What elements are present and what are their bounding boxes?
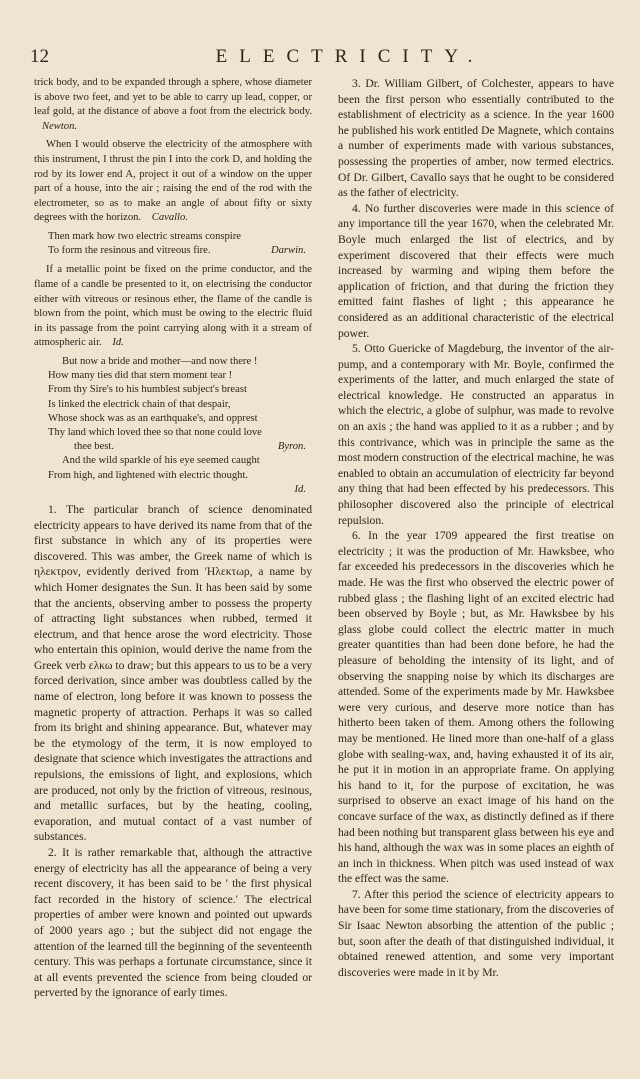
- verse-line: Whose shock was as an earthquake's, and opprest: [48, 412, 258, 424]
- verse-byron-cite: Byron.: [277, 441, 306, 453]
- verse-line: Is linked the electrick chain of that despair,: [48, 398, 231, 410]
- quote-cavallo-text: When I would observe the electricity of the atmosphere with this instrument, I thrust the pin I into the cork D, and holding the rod by its lower end A, project it out of a window on the upper part of a house, into the air ; raising the end of the rod with the electrometer, so as to make an angle of about fifty or sixty degrees with the horizon.: [34, 139, 312, 224]
- verse-darwin-cite: Darwin.: [270, 245, 306, 257]
- quote-newton: [34, 76, 312, 134]
- quote-id-1: [34, 263, 312, 351]
- verse-line: [34, 440, 312, 454]
- paragraph-5: 5. Otto Guericke of Magdeburg, the inventor of the air-pump, and a contemporary with Mr. Boyle, confirmed the experiments of the latter, and much enlarged the state of electrical knowledge. He constructed an apparatus in which the electric, a globe of sulphur, was made to revolve on an axis ; the hand was applied to it as a rubber ; and by this contrivance, which was in principle the same as the most modern construction of the electrical machine, he was enabled to obtain an accumulation of electricity far beyond any thing that had been effected by his predecessors. This philosopher discovered also the principle of electrical repulsion.: [338, 342, 614, 527]
- verse-darwin: [34, 230, 312, 258]
- verse-byron: [34, 355, 312, 497]
- verse-line: Thy land which loved thee so that none could love: [48, 426, 262, 438]
- paragraph-3: 3. Dr. William Gilbert, of Colchester, appears to have been the first person who essentially contributed to the establishment of electricity as a science. In the year 1600 he published his work entitled De Magnete, which contains a number of experiments made with various substances, possessing the properties of amber, now termed electrics. Of Dr. Gilbert, Cavallo says that he ought to be considered as the father of electricity.: [338, 77, 614, 200]
- verse-id-cite: Id.: [294, 483, 306, 495]
- running-head: ELECTRICITY.: [215, 46, 485, 67]
- quote-id-1-text: If a metallic point be fixed on the prime conductor, and the flame of a candle be presented to it, on electrising the conductor either with vitreous or resinous ether, the flame of the candle is blown from the point, which must be owing to the electric fluid in its passage from the point carrying along with it a stream of atmospheric air.: [34, 264, 312, 349]
- quote-cavallo: [34, 138, 312, 226]
- paragraph-6: 6. In the year 1709 appeared the first treatise on electricity ; it was the production of Mr. Hawksbee, who far exceeded his predecessors in the discoveries which he made. He was the first who observed the electric power of rubbed glass ; the flashing light of an excited electric had been observed by Boyle ; but, as Mr. Hawksbee by his glass globe could collect the electric matter in much greater quantities than had been done before, he had the pleasure of beholding the intensity of its light, and of observing the snapping noise by which its discharges are attended. Some of the experiments made by Mr. Hawksbee were very curious, and deserve more notice than has hitherto been taken of them. Among others the following may be mentioned. He lined more than one-half of a glass globe with sealing-wax, and, having exhausted it of its air, he put it in motion in an appropriate frame. On applying his hand to it, for the purpose of excitation, he was surprised to observe an exact image of his hand on the concave surface of the wax, as distinctly defined as if there had been nothing but transparent glass between his eye and his hand, although the wax was in some places an eighth of an inch in thickness. When pitch was used instead of wax the effect was the same.: [338, 529, 614, 886]
- verse-line: And the wild sparkle of his eye seemed caught: [62, 455, 260, 467]
- paragraph-1: 1. The particular branch of science denominated electricity appears to have derived its name from that of the first substance in which any of its properties were discovered. This was amber, the Greek name of which is ηλεκτρον, evidently derived from 'Ηλεκτωρ, a name by which Homer designates the Sun. It has been said by some that the ancients, observing amber to possess the property of attracting light substances when rubbed, termed it electrum, and that hence arose the word electricity. Those who entertain this opinion, would derive the name from the Greek verb ελκω to draw; but this appears to us to be a very forced derivation, since amber was doubtless called by the name of electron, long before it was known to possess the magnetic property of attraction. Perhaps it was so called from its bright and shining appearance. But, whatever may be the etymology of the term, it is now employed to designate that science which investigates the attractions and repulsions, the emissions of light, and explosions, which are produced, not only by the friction of vitreous, resinous, and metallic surfaces, but by the heating, cooling, evaporation, and mutual contact of a vast number of substances.: [34, 502, 312, 844]
- verse-line: [34, 244, 312, 258]
- quote-newton-text: trick body, and to be expanded through a sphere, whose diameter is above two feet, and yet to be able to carry up lead, copper, or leaf gold, at the distance of above a foot from the electrick body.: [34, 77, 312, 118]
- verse-line: From high, and lightened with electric thought.: [48, 469, 249, 481]
- verse-line-text: To form the resinous and vitreous fire.: [48, 245, 211, 257]
- verse-line: How many ties did that stern moment tear !: [48, 370, 233, 382]
- left-column: [34, 76, 312, 1001]
- quote-id-1-cite: Id.: [112, 337, 124, 349]
- verse-line: From thy Sire's to his humblest subject's breast: [48, 384, 247, 396]
- quote-cavallo-cite: Cavallo.: [151, 212, 188, 224]
- page-header: [28, 46, 612, 76]
- verse-line: Then mark how two electric streams conspire: [48, 230, 241, 242]
- paragraph-2: 2. It is rather remarkable that, although the attractive energy of electricity has all the appearance of being a very recent discovery, it has been said to be ' the first physical fact recorded in the history of science.' The electrical properties of amber were known and pointed out upwards of 2000 years ago ; but the subject did not engage the attention of the learned till the beginning of the seventeenth century. This was perhaps a fortunate circumstance, since it at all events prevented the science from being clouded or perverted by the ignorance of early times.: [34, 846, 312, 1000]
- page-number: 12: [30, 46, 49, 67]
- paragraph-7: 7. After this period the science of electricity appears to have been for some time stationary, from the discoveries of Sir Isaac Newton absorbing the attention of the public ; but, soon after the death of that distinguished individual, it obtained renewed attention, and some very important discoveries were made in it by Mr.: [338, 887, 614, 979]
- quote-newton-cite: Newton.: [42, 120, 78, 132]
- paragraph-4: 4. No further discoveries were made in this science of any importance till the year 1670, when the celebrated Mr. Boyle much enlarged the list of electrics, and by experiment discovered that their effects were much increased by warming and wiping them before the application of friction, and that during the friction they emitted faint flashes of light ; this appearance he considered as an additional characteristic of the electrical power.: [338, 201, 614, 340]
- verse-line-text: thee best.: [74, 441, 115, 453]
- right-column: [338, 76, 614, 980]
- verse-line: But now a bride and mother—and now there !: [62, 355, 258, 367]
